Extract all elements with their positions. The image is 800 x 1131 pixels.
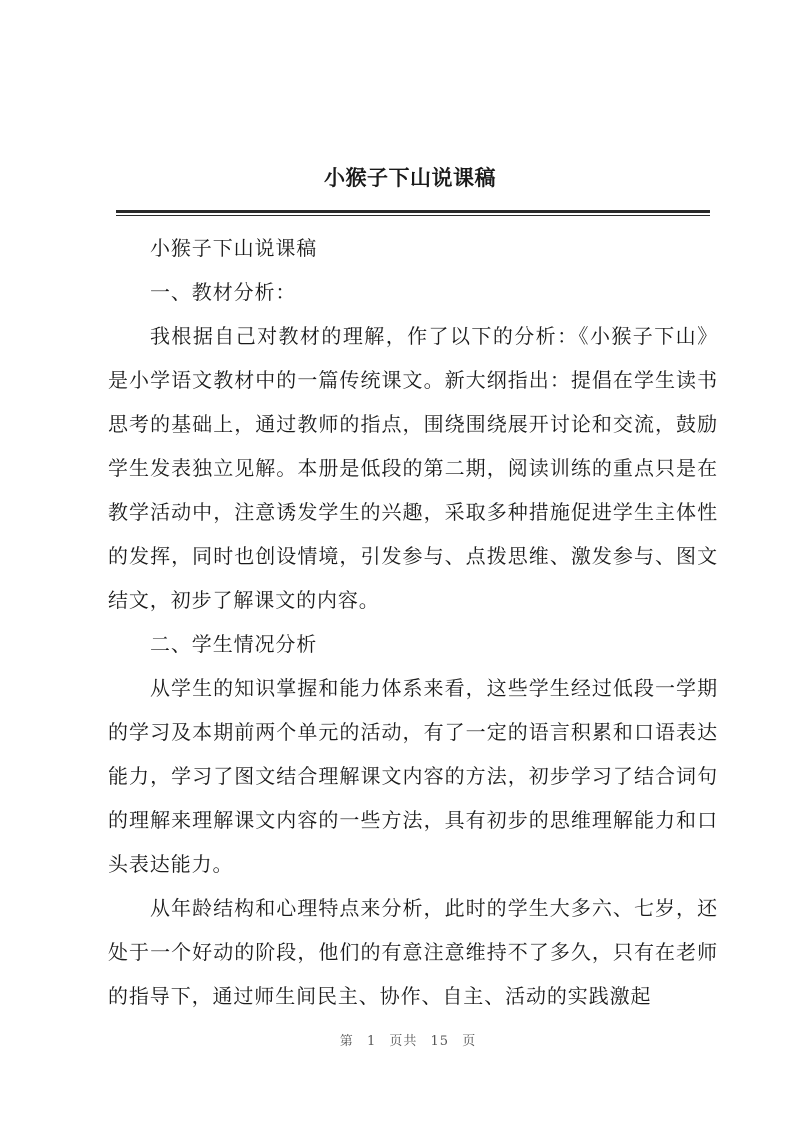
section-heading-student-analysis: 二、学生情况分析 [150,632,318,656]
section-heading-teaching-material: 一、教材分析： [150,280,297,304]
paragraph: 从年龄结构和心理特点来分析，此时的学生大多六、七岁，还处于一个好动的阶段，他们的有意注意维持不了多久，只有在老师的指导下，通过师生间民主、协作、自主、活动的实践激起 [108,896,718,1008]
document-body [108,226,718,1018]
total-pages: 15 [430,1034,450,1049]
page-number: 1 [366,1034,377,1049]
title-divider-thin [116,215,710,216]
body-heading: 小猴子下山说课稿 [150,236,318,260]
footer-prefix: 第 [339,1034,354,1049]
footer-mid: 页共 [389,1034,418,1049]
paragraph: 从学生的知识掌握和能力体系来看，这些学生经过低段一学期的学习及本期前两个单元的活动，有了一定的语言积累和口语表达能力，学习了图文结合理解课文内容的方法，初步学习了结合词句的理解来理解课文内容的一些方法，具有初步的思维理解能力和口头表达能力。 [108,676,718,876]
title-divider-thick [116,210,710,213]
page-footer [0,1030,800,1049]
document-title: 小猴子下山说课稿 [324,165,496,190]
paragraph: 我根据自己对教材的理解，作了以下的分析：《小猴子下山》是小学语文教材中的一篇传统课文。新大纲指出：提倡在学生读书思考的基础上，通过教师的指点，围绕围绕展开讨论和交流，鼓励学生发表独立见解。本册是低段的第二期，阅读训练的重点只是在教学活动中，注意诱发学生的兴趣，采取多种措施促进学生主体性的发挥，同时也创设情境，引发参与、点拨思维、激发参与、图文结文，初步了解课文的内容。 [108,324,718,612]
footer-suffix: 页 [462,1034,477,1049]
